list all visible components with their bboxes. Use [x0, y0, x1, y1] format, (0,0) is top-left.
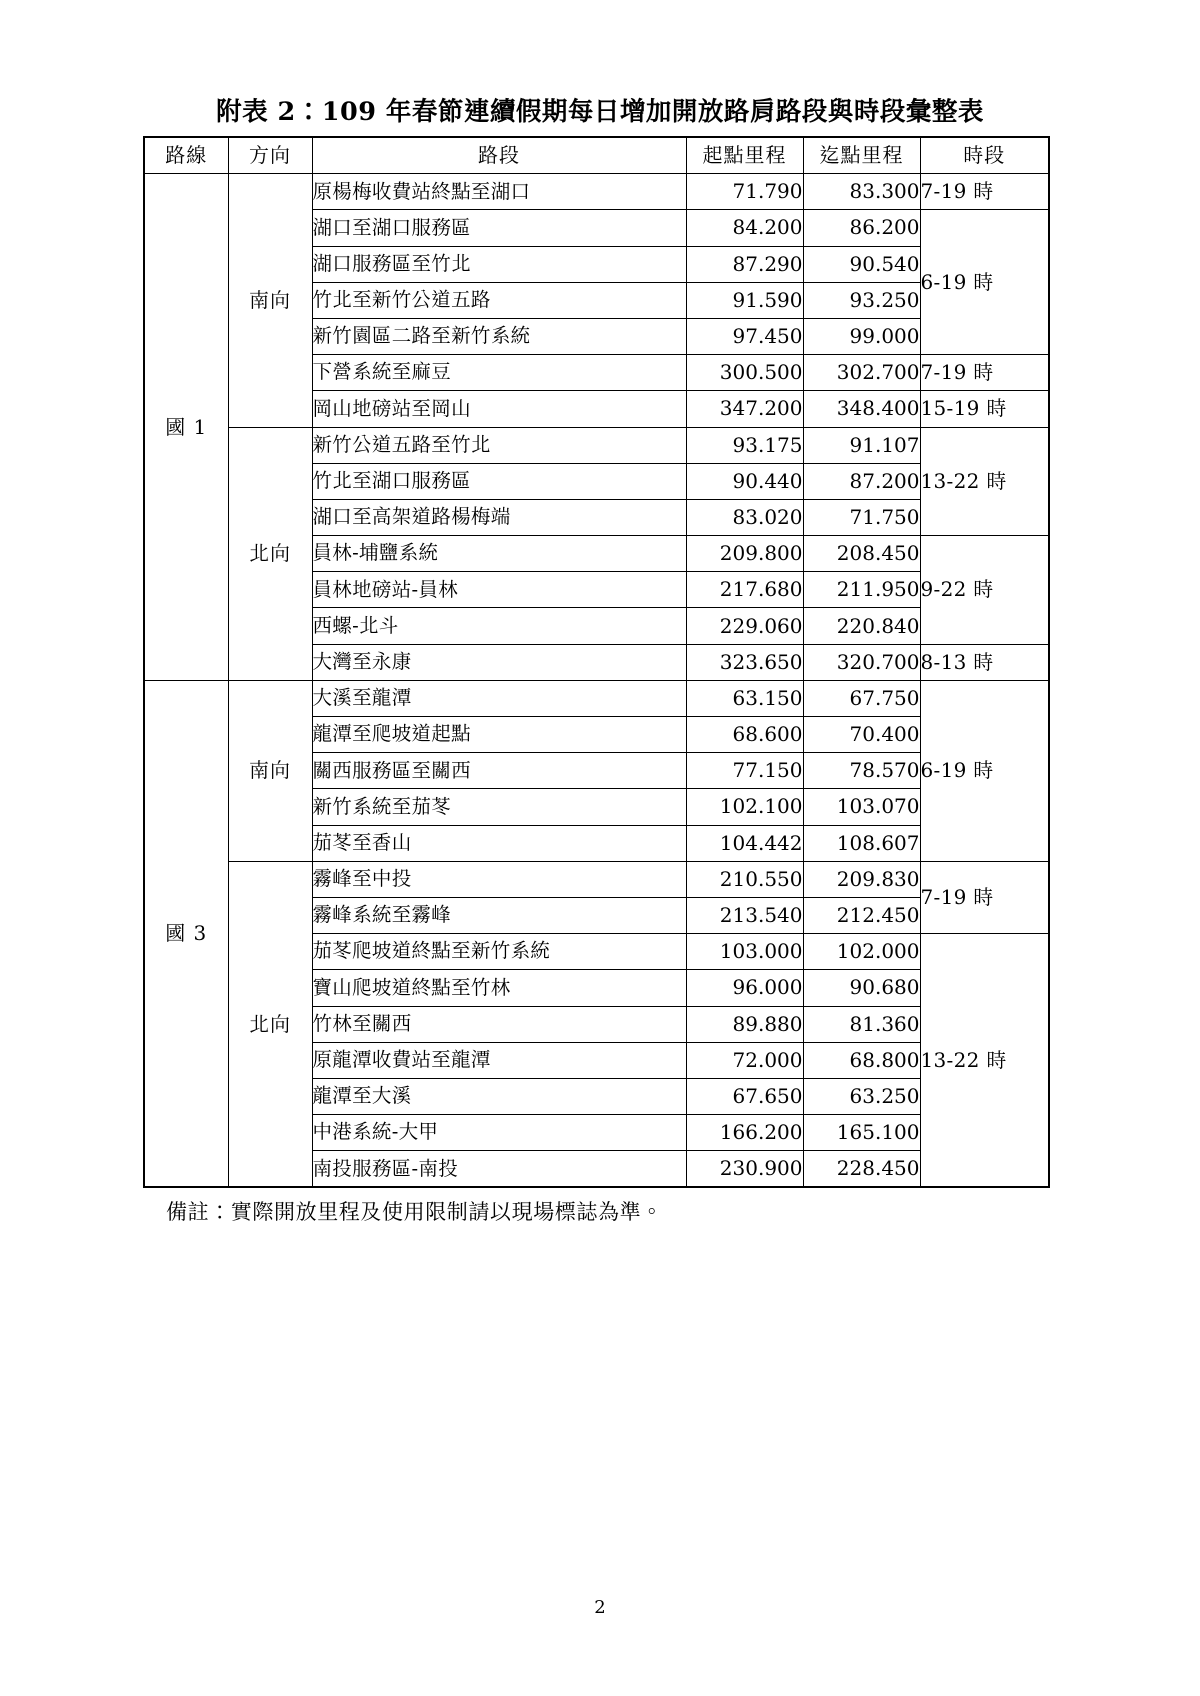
direction-name-cell: 北向	[228, 861, 312, 1187]
end-km-cell: 302.700	[803, 355, 920, 391]
column-header-end-km: 迄點里程	[803, 137, 920, 174]
route-name-cell: 國 3	[144, 680, 228, 1187]
start-km-cell: 104.442	[686, 825, 803, 861]
segment-cell: 岡山地磅站至岡山	[312, 391, 686, 427]
table-row	[144, 174, 1049, 210]
segment-cell: 員林地磅站-員林	[312, 572, 686, 608]
segment-cell: 西螺-北斗	[312, 608, 686, 644]
start-km-cell: 97.450	[686, 318, 803, 354]
end-km-cell: 108.607	[803, 825, 920, 861]
start-km-cell: 210.550	[686, 861, 803, 897]
start-km-cell: 213.540	[686, 897, 803, 933]
segment-cell: 竹北至新竹公道五路	[312, 282, 686, 318]
start-km-cell: 93.175	[686, 427, 803, 463]
start-km-cell: 72.000	[686, 1042, 803, 1078]
end-km-cell: 209.830	[803, 861, 920, 897]
time-period-cell: 7-19 時	[920, 174, 1049, 210]
start-km-cell: 89.880	[686, 1006, 803, 1042]
time-period-cell: 7-19 時	[920, 861, 1049, 933]
column-header-start-km: 起點里程	[686, 137, 803, 174]
start-km-cell: 84.200	[686, 210, 803, 246]
end-km-cell: 228.450	[803, 1151, 920, 1188]
end-km-cell: 99.000	[803, 318, 920, 354]
start-km-cell: 87.290	[686, 246, 803, 282]
segment-cell: 寶山爬坡道終點至竹林	[312, 970, 686, 1006]
direction-name-cell: 南向	[228, 174, 312, 427]
start-km-cell: 209.800	[686, 536, 803, 572]
segment-cell: 關西服務區至關西	[312, 753, 686, 789]
segment-cell: 下營系統至麻豆	[312, 355, 686, 391]
end-km-cell: 83.300	[803, 174, 920, 210]
page-number: 2	[594, 1597, 606, 1618]
segment-cell: 原楊梅收費站終點至湖口	[312, 174, 686, 210]
route-name-cell: 國 1	[144, 174, 228, 681]
start-km-cell: 90.440	[686, 463, 803, 499]
end-km-cell: 208.450	[803, 536, 920, 572]
end-km-cell: 78.570	[803, 753, 920, 789]
start-km-cell: 217.680	[686, 572, 803, 608]
segment-cell: 竹林至關西	[312, 1006, 686, 1042]
segment-cell: 龍潭至大溪	[312, 1078, 686, 1114]
start-km-cell: 300.500	[686, 355, 803, 391]
segment-cell: 龍潭至爬坡道起點	[312, 717, 686, 753]
end-km-cell: 63.250	[803, 1078, 920, 1114]
time-period-cell: 6-19 時	[920, 680, 1049, 861]
start-km-cell: 166.200	[686, 1115, 803, 1151]
end-km-cell: 86.200	[803, 210, 920, 246]
time-period-cell: 6-19 時	[920, 210, 1049, 355]
segment-cell: 新竹園區二路至新竹系統	[312, 318, 686, 354]
table-header	[144, 137, 1049, 174]
time-period-cell: 15-19 時	[920, 391, 1049, 427]
end-km-cell: 103.070	[803, 789, 920, 825]
end-km-cell: 90.680	[803, 970, 920, 1006]
start-km-cell: 67.650	[686, 1078, 803, 1114]
start-km-cell: 347.200	[686, 391, 803, 427]
start-km-cell: 68.600	[686, 717, 803, 753]
segment-cell: 竹北至湖口服務區	[312, 463, 686, 499]
segment-cell: 霧峰系統至霧峰	[312, 897, 686, 933]
table-row	[144, 427, 1049, 463]
page-title: 附表 2：109 年春節連續假期每日增加開放路肩路段與時段彙整表	[216, 97, 984, 127]
end-km-cell: 220.840	[803, 608, 920, 644]
column-header-route: 路線	[144, 137, 228, 174]
time-period-cell: 8-13 時	[920, 644, 1049, 680]
table-row	[144, 861, 1049, 897]
table-header-row	[144, 137, 1049, 174]
segment-cell: 新竹公道五路至竹北	[312, 427, 686, 463]
end-km-cell: 67.750	[803, 680, 920, 716]
start-km-cell: 83.020	[686, 499, 803, 535]
segment-cell: 湖口至湖口服務區	[312, 210, 686, 246]
road-shoulder-table	[143, 136, 1050, 1188]
direction-name-cell: 北向	[228, 427, 312, 680]
segment-cell: 霧峰至中投	[312, 861, 686, 897]
time-period-cell: 7-19 時	[920, 355, 1049, 391]
direction-name-cell: 南向	[228, 680, 312, 861]
segment-cell: 大灣至永康	[312, 644, 686, 680]
segment-cell: 新竹系統至茄苳	[312, 789, 686, 825]
segment-cell: 員林-埔鹽系統	[312, 536, 686, 572]
segment-cell: 原龍潭收費站至龍潭	[312, 1042, 686, 1078]
start-km-cell: 323.650	[686, 644, 803, 680]
segment-cell: 中港系統-大甲	[312, 1115, 686, 1151]
segment-cell: 茄苳爬坡道終點至新竹系統	[312, 934, 686, 970]
time-period-cell: 9-22 時	[920, 536, 1049, 645]
end-km-cell: 70.400	[803, 717, 920, 753]
segment-cell: 茄苳至香山	[312, 825, 686, 861]
start-km-cell: 103.000	[686, 934, 803, 970]
end-km-cell: 102.000	[803, 934, 920, 970]
end-km-cell: 320.700	[803, 644, 920, 680]
start-km-cell: 230.900	[686, 1151, 803, 1188]
end-km-cell: 81.360	[803, 1006, 920, 1042]
start-km-cell: 63.150	[686, 680, 803, 716]
end-km-cell: 68.800	[803, 1042, 920, 1078]
time-period-cell: 13-22 時	[920, 427, 1049, 536]
table-container	[143, 136, 1048, 1188]
start-km-cell: 96.000	[686, 970, 803, 1006]
end-km-cell: 212.450	[803, 897, 920, 933]
segment-cell: 湖口服務區至竹北	[312, 246, 686, 282]
end-km-cell: 71.750	[803, 499, 920, 535]
column-header-time-period: 時段	[920, 137, 1049, 174]
table-body	[144, 174, 1049, 1188]
start-km-cell: 71.790	[686, 174, 803, 210]
column-header-direction: 方向	[228, 137, 312, 174]
end-km-cell: 211.950	[803, 572, 920, 608]
table-row	[144, 680, 1049, 716]
end-km-cell: 165.100	[803, 1115, 920, 1151]
start-km-cell: 229.060	[686, 608, 803, 644]
end-km-cell: 87.200	[803, 463, 920, 499]
segment-cell: 湖口至高架道路楊梅端	[312, 499, 686, 535]
start-km-cell: 102.100	[686, 789, 803, 825]
end-km-cell: 348.400	[803, 391, 920, 427]
end-km-cell: 90.540	[803, 246, 920, 282]
remark-note: 備註：實際開放里程及使用限制請以現場標誌為準。	[166, 1200, 663, 1224]
time-period-cell: 13-22 時	[920, 934, 1049, 1188]
start-km-cell: 91.590	[686, 282, 803, 318]
segment-cell: 大溪至龍潭	[312, 680, 686, 716]
end-km-cell: 91.107	[803, 427, 920, 463]
start-km-cell: 77.150	[686, 753, 803, 789]
column-header-segment: 路段	[312, 137, 686, 174]
segment-cell: 南投服務區-南投	[312, 1151, 686, 1188]
end-km-cell: 93.250	[803, 282, 920, 318]
